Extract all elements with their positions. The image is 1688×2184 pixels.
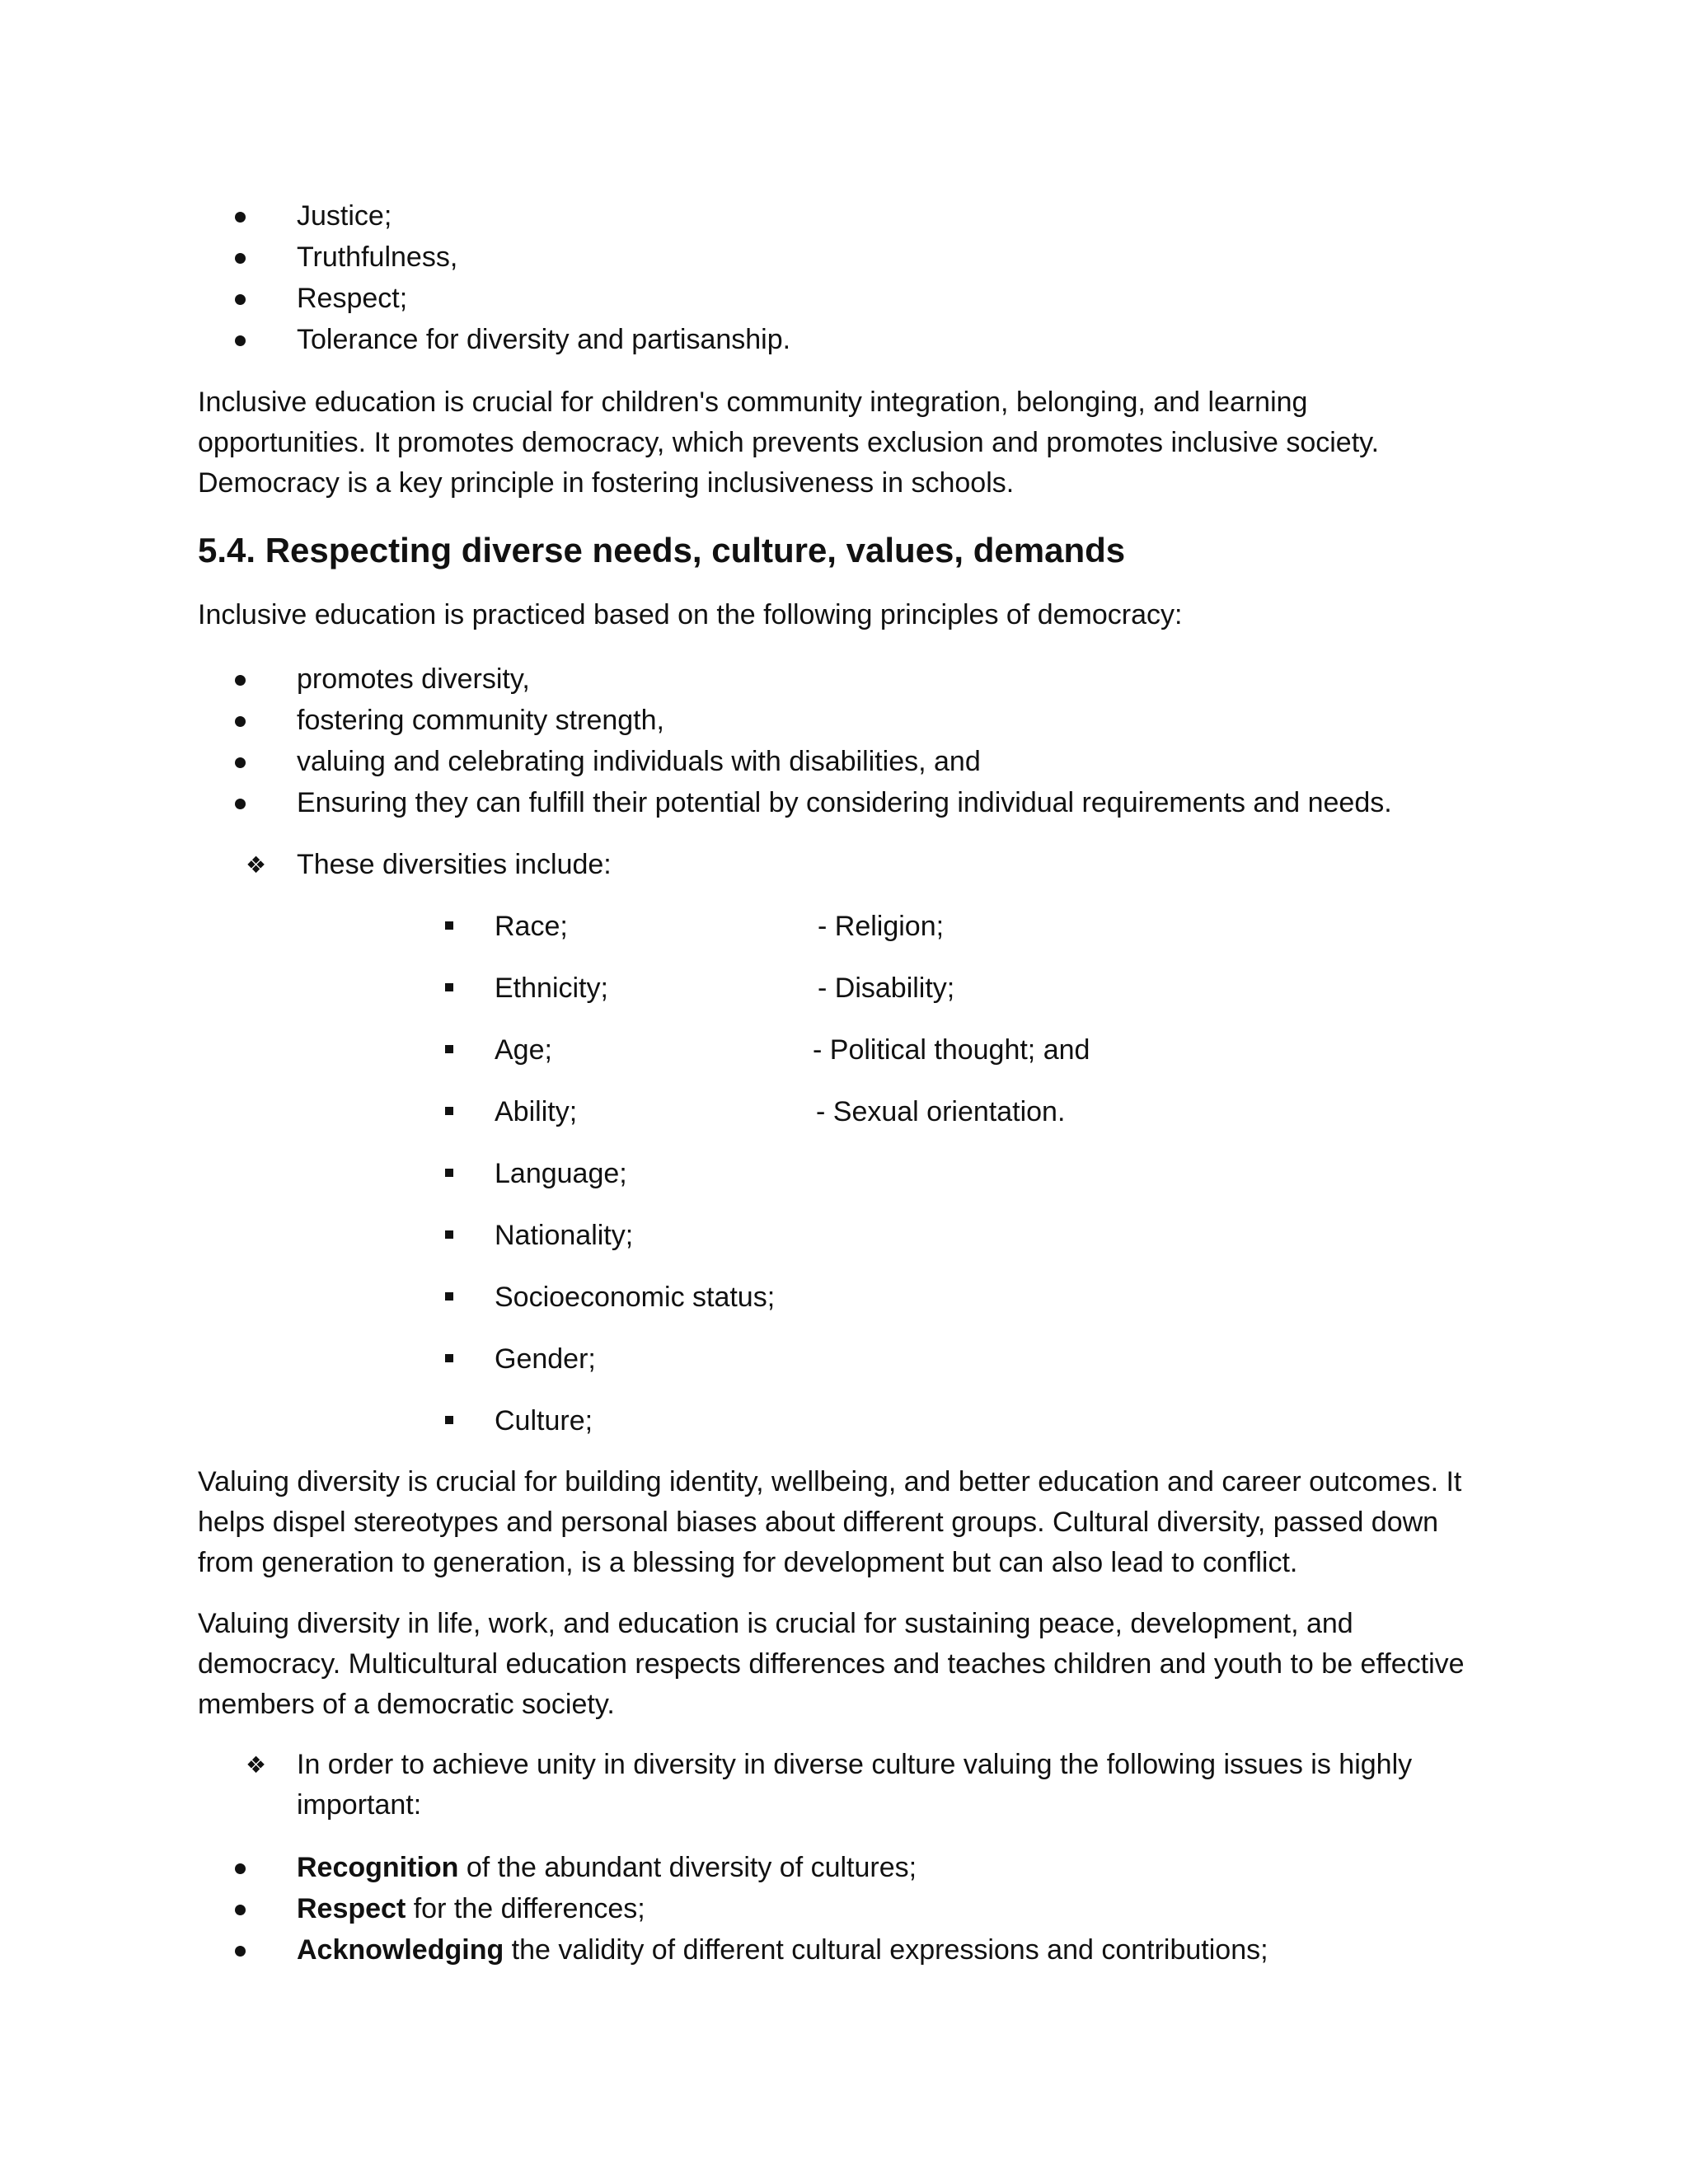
list-item-text: Ethnicity; <box>495 972 608 1004</box>
square-bullet-icon <box>445 1045 453 1053</box>
list-item-text: Ensuring they can fulfill their potential by considering individual requirements and needs. <box>297 787 1392 818</box>
list-item-col2: - Political thought; and <box>813 1034 1090 1066</box>
list-item-text <box>297 1889 645 1929</box>
list-item-text: fostering community strength, <box>297 705 664 736</box>
square-bullet-icon <box>445 921 453 930</box>
list-item-col2: - Disability; <box>818 972 955 1004</box>
list-item-col2: - Sexual orientation. <box>816 1096 1066 1127</box>
list-item-text: Culture; <box>495 1405 593 1436</box>
square-bullet-icon <box>445 1354 453 1362</box>
section-heading: 5.4. Respecting diverse needs, culture, values, demands <box>198 531 1126 569</box>
list-item-text: Tolerance for diversity and partisanship. <box>297 324 791 355</box>
unity-intro-text: In order to achieve unity in diversity in diverse culture valuing the following issues is highly important: <box>297 1749 1413 1821</box>
list-item-text: valuing and celebrating individuals with disabilities, and <box>297 746 981 777</box>
square-bullet-icon <box>445 1292 453 1301</box>
list-item-text <box>297 1848 917 1888</box>
list-item-text <box>297 1930 1268 1971</box>
list-item-col2: - Religion; <box>818 911 945 942</box>
square-bullet-icon <box>445 1169 453 1177</box>
list-item-text: Race; <box>495 911 568 942</box>
paragraph-principles-intro: Inclusive education is practiced based on the following principles of democracy: <box>198 599 1183 630</box>
list-item-text: promotes diversity, <box>297 663 530 695</box>
paragraph-multicultural-education: Valuing diversity in life, work, and education is crucial for sustaining peace, development, and democracy. Multicultural education respects differences and teaches children and youth to be effective members of a democratic society. <box>198 1608 1465 1720</box>
list-item-text: Nationality; <box>495 1220 634 1251</box>
diamond-bullet-icon: ❖ <box>246 1751 267 1779</box>
list-item-rest: the validity of different cultural expressions and contributions; <box>504 1934 1268 1966</box>
diamond-bullet-icon: ❖ <box>246 851 267 879</box>
list-item-text: Truthfulness, <box>297 241 458 273</box>
paragraph-valuing-diversity: Valuing diversity is crucial for building identity, wellbeing, and better education and career outcomes. It helps dispel stereotypes and personal biases about different groups. Cultural diversity, passed down from generation to generation, is a blessing for development but can also lead to conflict. <box>198 1466 1462 1578</box>
list-item-bold: Acknowledging <box>297 1934 504 1966</box>
square-bullet-icon <box>445 1107 453 1115</box>
list-item-bold: Respect <box>297 1893 406 1924</box>
paragraph-inclusive-education: Inclusive education is crucial for children's community integration, belonging, and learning opportunities. It promotes democracy, which prevents exclusion and promotes inclusive society. Democracy is a key principle in fostering inclusiveness in schools. <box>198 387 1380 499</box>
square-bullet-icon <box>445 1230 453 1239</box>
list-item-rest: for the differences; <box>406 1893 645 1924</box>
list-item-text: Justice; <box>297 200 392 232</box>
list-item-text: Gender; <box>495 1343 596 1375</box>
square-bullet-icon <box>445 983 453 991</box>
list-item-text: Language; <box>495 1158 627 1189</box>
diversities-intro-text: These diversities include: <box>297 849 612 880</box>
list-item-text: Age; <box>495 1034 552 1066</box>
list-item-text: Ability; <box>495 1096 578 1127</box>
list-item-text: Respect; <box>297 283 408 314</box>
square-bullet-icon <box>445 1416 453 1424</box>
list-item-text: Socioeconomic status; <box>495 1282 776 1313</box>
list-item-bold: Recognition <box>297 1852 459 1883</box>
list-item-rest: of the abundant diversity of cultures; <box>458 1852 917 1883</box>
